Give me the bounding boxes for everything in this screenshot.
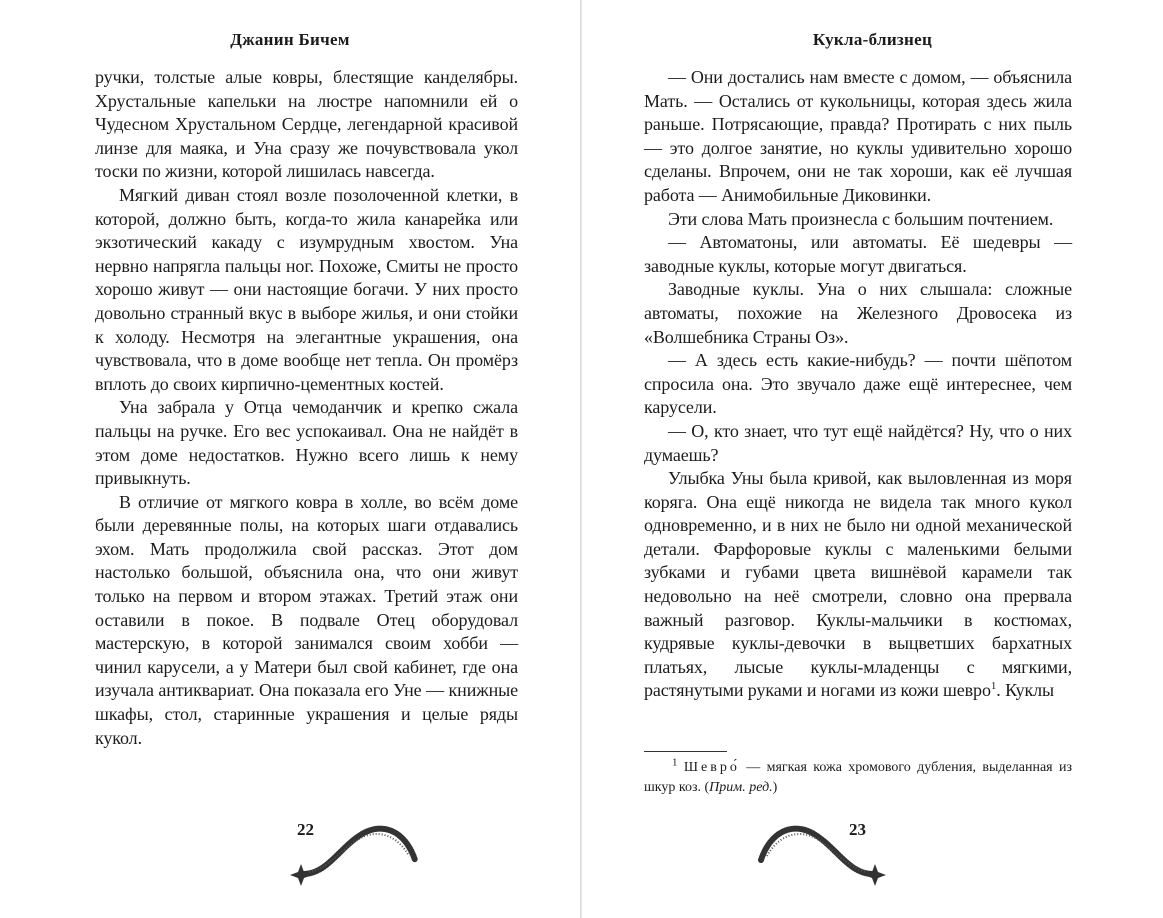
paragraph: — Автоматоны, или автоматы. Её шедевры — заводные куклы, которые могут двигаться. [644,232,1072,276]
footnote-text: — мягкая кожа хромового дубления, выделанная из шкур коз. ( [644,760,1073,795]
right-page [582,0,1163,918]
footnote-term: Шевро́ [683,760,740,775]
running-head-author: Джанин Бичем [230,30,350,49]
swirl-ornament-right-icon [754,822,889,886]
footnote-close: ) [772,780,778,795]
right-body-text [644,66,1072,703]
footnote [644,758,1072,798]
paragraph-tail: . Куклы [996,680,1055,701]
page-number-right: 23 [849,820,866,839]
left-body-text [95,66,518,750]
footnote-marker: 1 [990,680,997,693]
paragraph: Уна забрала у Отца чемоданчик и крепко сжала пальцы на ручке. Его вес успокаивал. Она не найдёт в этом доме недостатков. Нужно всего лишь к нему привыкнуть. [95,397,518,489]
paragraph: В отличие от мягкого ковра в холле, во всём доме были деревянные полы, на которых шаги отдавались эхом. Мать продолжила свой рассказ. Этот дом настолько большой, объяснила она, что они живут только на первом и втором этажах. Третий этаж они оставили в покое. В подвале Отец оборудовал мастерскую, в которой занимался своим хобби — чинил карусели, а у Матери был свой кабинет, где она изучала антиквариат. Она показала его Уне — книжные шкафы, стол, старинные украшения и целые ряды кукол. [95,491,518,748]
swirl-ornament-left-icon [287,822,422,886]
paragraph: ручки, толстые алые ковры, блестящие канделябры. Хрустальные капельки на люстре напомнили ей о Чудесном Хрустальном Сердце, легендарной красивой линзе для маяка, и Уна сразу же почувствовала укол тоски по жизни, которой лишилась навсегда. [95,67,518,182]
footnote-number: 1 [672,756,678,769]
paragraph: — Они достались нам вместе с домом, — объяснила Мать. — Остались от кукольницы, которая здесь жила раньше. Потрясающие, правда? Протирать с них пыль — это долгое занятие, но куклы удивительно хорошо сделаны. Впрочем, они не так хороши, как её лучшая работа — Анимобильные Диковинки. [644,67,1072,205]
paragraph-with-footnote [644,467,1072,703]
paragraph: Заводные куклы. Уна о них слышала: сложные автоматы, похожие на Железного Дровосека из «Волшебника Страны Оз». [644,279,1072,347]
left-page [0,0,580,918]
paragraph: — А здесь есть какие-нибудь? — почти шёпотом спросила она. Это звучало даже ещё интереснее, чем карусели. [644,350,1072,418]
paragraph: — О, кто знает, что тут ещё найдётся? Ну, что о них думаешь? [644,420,1072,465]
paragraph: Эти слова Мать произнесла с большим почтением. [668,208,1054,229]
editor-note: Прим. ред. [709,780,773,795]
running-head-title: Кукла-близнец [812,30,933,49]
footnote-rule [644,751,727,752]
paragraph: Мягкий диван стоял возле позолоченной клетки, в которой, должно быть, когда-то жила канарейка или экзотический какаду с изумрудным хвостом. Уна нервно напрягла пальцы ног. Похоже, Смиты не просто хорошо живут — они настоящие богачи. У них просто довольно странный вкус в выборе жилья, и они стойки к холоду. Несмотря на элегантные украшения, она чувствовала, что в доме вообще нет тепла. Он промёрз вплоть до своих кирпично-цементных костей. [95,184,518,394]
paragraph-text: Улыбка Уны была кривой, как выловленная из моря коряга. Она ещё никогда не видела так много кукол одновременно, и в них не было ни одной механической детали. Фарфоровые куклы с маленькими белыми зубками и губами цвета вишнёвой карамели так недовольно на неё смотрели, словно она прервала важный разговор. Куклы-мальчики в костюмах, кудрявые куклы-девочки в выцветших бархатных платьях, лысые куклы-младенцы с мягкими, растянутыми руками и ногами из кожи шевро [644,468,1072,701]
page-number-left: 22 [297,820,314,839]
